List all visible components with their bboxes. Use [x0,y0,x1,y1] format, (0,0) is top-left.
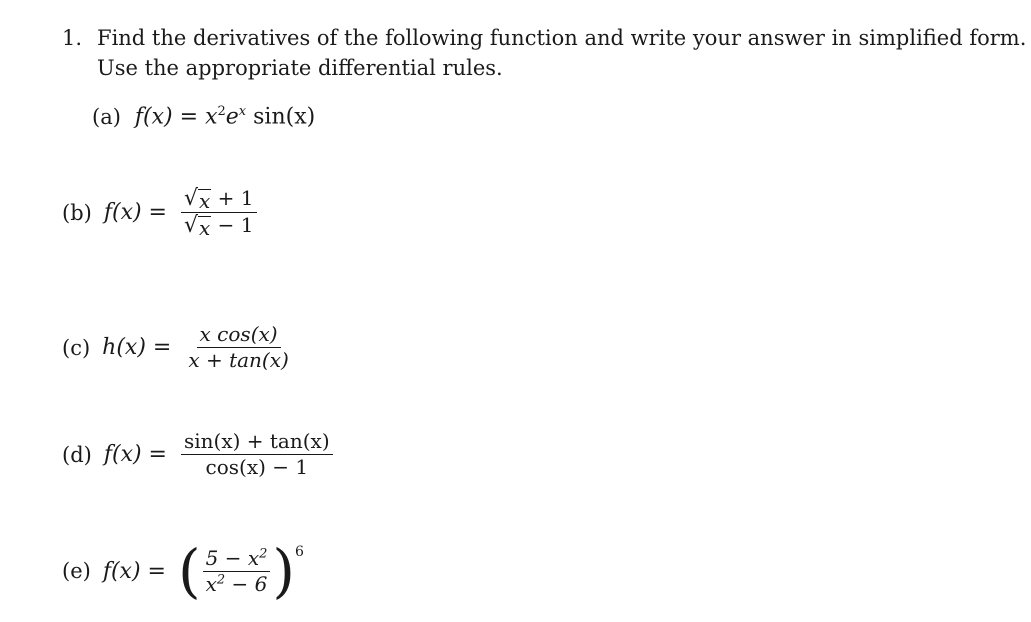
part-a-exp2: x [238,104,247,119]
part-d-denominator: cos(x) − 1 [205,455,309,479]
problem-number: 1. [62,26,83,50]
part-d-lhs: f(x) = [103,442,167,467]
part-b-numerator [181,186,257,213]
part-e-fraction [203,546,271,597]
part-c-lhs: h(x) = [102,335,172,360]
part-b-num-sqrt: √ x [184,186,211,213]
part-b-num-rest: + 1 [217,186,254,210]
part-a [92,104,315,129]
part-a-label: (a) [92,104,121,129]
part-d-label: (d) [62,442,92,467]
part-b-fraction [181,186,257,239]
part-b [62,186,259,239]
part-c-denominator: x + tan(x) [188,348,289,372]
part-c-label: (c) [62,335,91,360]
problem-statement-line2: Use the appropriate differential rules. [97,56,503,80]
part-b-label: (b) [62,200,92,225]
part-b-den-rest: − 1 [217,213,254,237]
part-e-lhs: f(x) = [102,558,166,584]
part-e-right-paren: ) [272,537,296,605]
problem-statement-line1: Find the derivatives of the following function and write your answer in simplified form. [97,26,1027,50]
part-e-outer-exponent: 6 [295,544,304,560]
part-a-exp1: 2 [217,104,226,119]
part-e-label: (e) [62,559,91,583]
part-b-lhs: f(x) = [103,200,167,225]
part-a-rest: sin(x) [253,104,316,130]
part-e-expression [177,537,304,605]
part-d-fraction [181,429,333,480]
part-c-fraction [185,322,291,373]
part-c [62,322,294,373]
part-a-lhs: f(x) = [134,104,199,130]
part-e [62,537,304,605]
part-a-base: x [205,104,218,130]
part-d-numerator: sin(x) + tan(x) [181,429,333,455]
part-c-numerator: x cos(x) [197,322,281,348]
part-a-e: e [225,104,239,130]
part-a-equation [135,104,315,129]
part-e-numerator: $5 - x^2$ [203,546,271,572]
part-b-den-sqrt: √ x [184,213,211,240]
part-e-left-paren: ( [177,537,201,605]
part-d [62,429,335,480]
part-b-denominator [181,213,257,239]
part-e-denominator: $x^2 - 6$ [205,571,268,596]
